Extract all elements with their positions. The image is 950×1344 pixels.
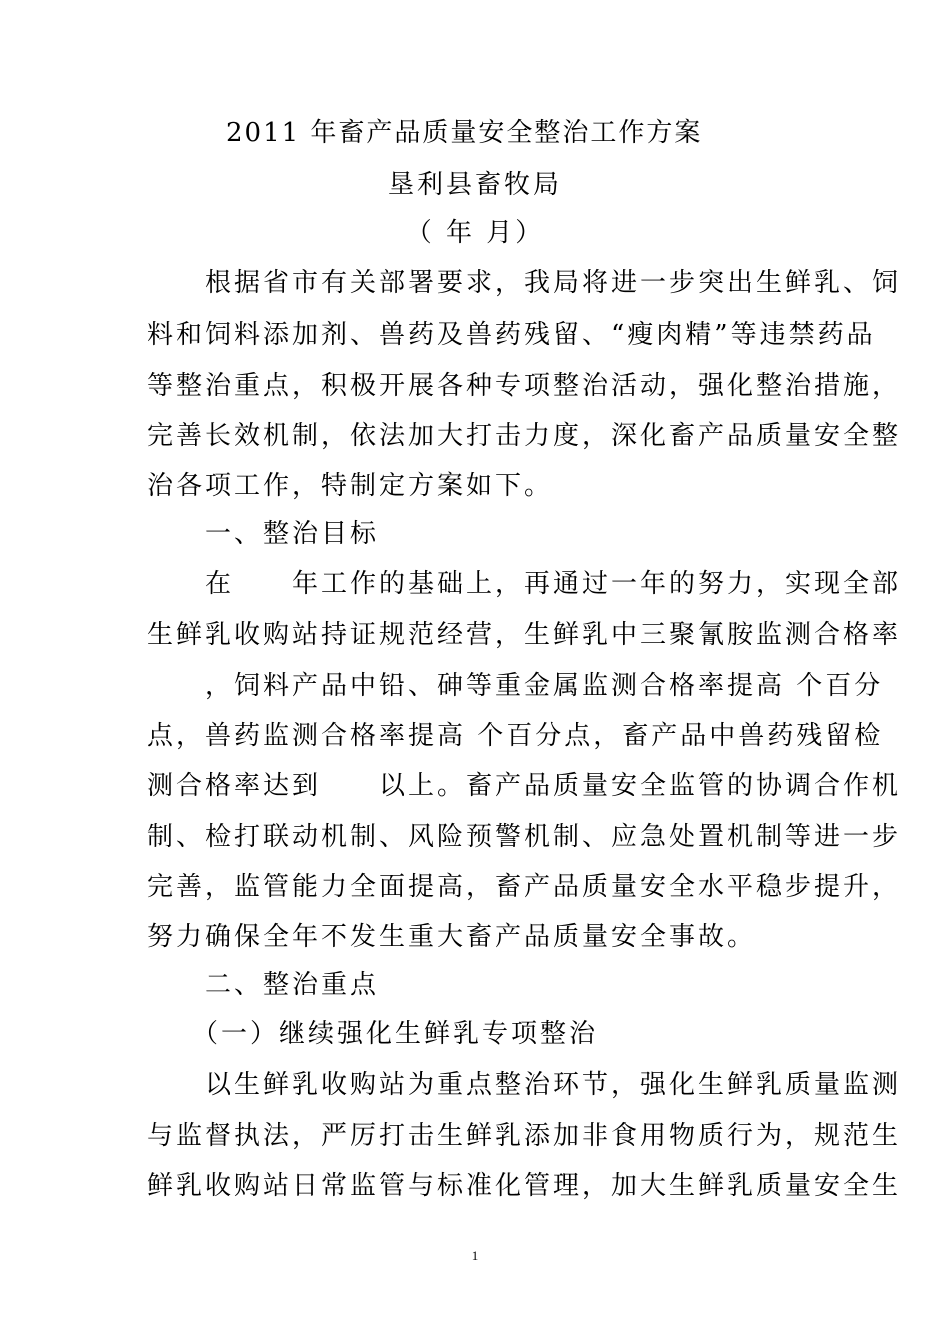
body-line: 根据省市有关部署要求，我局将进一步突出生鲜乳、饲 <box>147 268 902 298</box>
body-line: 鲜乳收购站日常监管与标准化管理，加大生鲜乳质量安全生 <box>147 1171 902 1201</box>
body-line: 努力确保全年不发生重大畜产品质量安全事故。 <box>147 922 757 952</box>
subsection-heading: （一）继续强化生鲜乳专项整治 <box>147 1019 599 1049</box>
page-number: 1 <box>471 1248 479 1263</box>
section-heading: 二、整治重点 <box>147 970 380 1000</box>
body-line: 完善，监管能力全面提高，畜产品质量安全水平稳步提升， <box>147 872 902 902</box>
body-line: 测合格率达到 以上。畜产品质量安全监管的协调合作机 <box>147 771 902 801</box>
document-title: 2011 年畜产品质量安全整治工作方案 <box>226 118 703 148</box>
body-line: 完善长效机制，依法加大打击力度，深化畜产品质量安全整 <box>147 421 902 451</box>
body-line: 与监督执法，严厉打击生鲜乳添加非食用物质行为，规范生 <box>147 1121 902 1151</box>
body-line: 在 年工作的基础上，再通过一年的努力，实现全部 <box>147 569 902 599</box>
body-line: ，饲料产品中铅、砷等重金属监测合格率提高 个百分 <box>147 671 884 701</box>
body-line: 等整治重点，积极开展各种专项整治活动，强化整治措施， <box>147 371 902 401</box>
body-line: 生鲜乳收购站持证规范经营，生鲜乳中三聚氰胺监测合格率 <box>147 620 902 650</box>
issuer-name: 垦利县畜牧局 <box>387 170 562 200</box>
body-line: 料和饲料添加剂、兽药及兽药残留、“瘦肉精”等违禁药品 <box>147 320 876 350</box>
body-line: 以生鲜乳收购站为重点整治环节，强化生鲜乳质量监测 <box>147 1070 902 1100</box>
section-heading: 一、整治目标 <box>147 519 380 549</box>
body-line: 点，兽药监测合格率提高 个百分点，畜产品中兽药残留检 <box>147 721 884 751</box>
body-line: 制、检打联动机制、风险预警机制、应急处置机制等进一步 <box>147 822 902 852</box>
document-date: （ 年 月） <box>405 218 545 248</box>
body-line: 治各项工作，特制定方案如下。 <box>147 471 554 501</box>
